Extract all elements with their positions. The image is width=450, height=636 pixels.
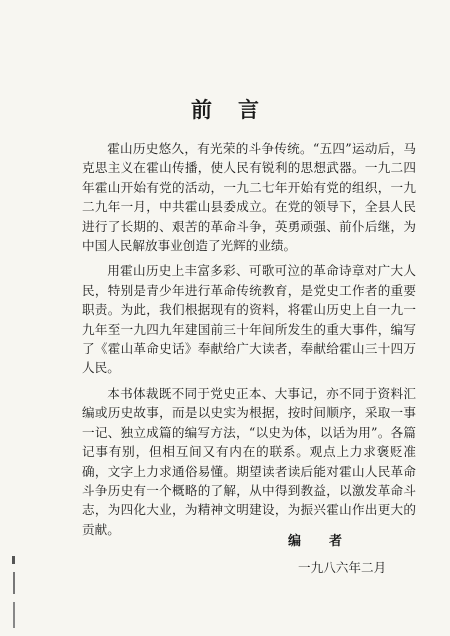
paragraph-2: 用霍山历史上丰富多彩、可歌可泣的革命诗章对广大人民，特别是青少年进行革命传统教育，是党史工作者的重要职责。为此，我们根据现有的资料，将霍山历史上自一九一九年至一九四九年建国前三十年间所发生的重大事件，编写了《霍山革命史话》奉献给广大读者，奉献给霍山三十四万人民。 [82, 263, 416, 376]
preface-body [82, 139, 416, 545]
page-title: 前言 [191, 97, 285, 122]
paragraph-1: 霍山历史悠久，有光荣的斗争传统。“五四”运动后，马克思主义在霍山传播，使人民有锐利的思想武器。一九二四年霍山开始有党的活动，一九二七年开始有党的组织，一九二九年一月，中共霍山县委成立。在党的领导下，全县人民进行了长期的、艰苦的革命斗争，英勇顽强、前仆后继，为中国人民解放事业创造了光辉的业绩。 [82, 141, 416, 254]
signature-author: 编者 [288, 534, 371, 549]
margin-mark [13, 602, 15, 628]
margin-mark [13, 572, 15, 594]
signature-date: 一九八六年二月 [298, 560, 387, 575]
paragraph-3: 本书体裁既不同于党史正本、大事记，亦不同于资料汇编或历史故事，而是以史实为根据，按时间顺序，采取一事一记、独立成篇的编写方法，“以史为体，以话为用”。各篇记事有别，但相互间又有内在的联系。观点上力求褒贬准确，文字上力求通俗易懂。期望读者读后能对霍山人民革命斗争历史有一个概略的了解，从中得到教益，以激发革命斗志，为四化大业，为精神文明建设，为振兴霍山作出更大的贡献。 [82, 385, 416, 537]
margin-mark [12, 556, 15, 564]
